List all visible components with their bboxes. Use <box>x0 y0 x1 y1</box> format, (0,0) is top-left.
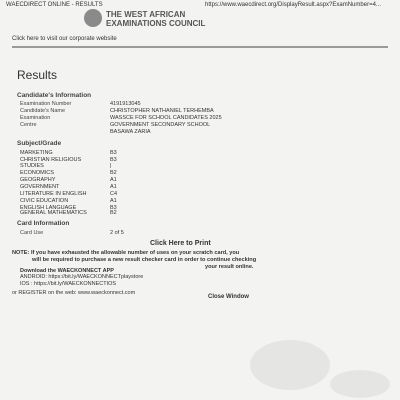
corporate-website-link[interactable]: Click here to visit our corporate website <box>12 36 117 42</box>
download-heading: Download the WAECKONNECT APP <box>20 268 114 274</box>
value-candidate-name: CHRISTOPHER NATHANIEL TERHEMBA <box>110 108 214 114</box>
card-heading: Card Information <box>17 220 70 227</box>
label-centre: Centre <box>20 122 37 128</box>
register-web-link[interactable]: or REGISTER on the web: www.waeckonnect.com <box>12 290 136 296</box>
android-link[interactable]: ANDROID: https://bit.ly/WAECKONNECTplaystore <box>20 274 144 280</box>
subject-grade: C4 <box>110 191 118 197</box>
value-exam-number: 4191913045 <box>110 101 141 107</box>
note-line2: will be required to purchase a new result checker card in order to continue checking <box>32 257 257 263</box>
subject-grade: B3 <box>110 150 117 156</box>
waec-seal-icon <box>84 9 102 27</box>
subject-name: GEOGRAPHY <box>20 177 56 183</box>
label-exam-number: Examination Number <box>20 101 72 107</box>
subject-name: LITERATURE IN ENGLISH <box>20 191 87 197</box>
page-title: Results <box>17 68 58 82</box>
logo-line1: THE WEST AFRICAN <box>106 10 186 19</box>
subject-name: GENERAL MATHEMATICS <box>20 210 87 216</box>
value-centre-line2: BASAWA ZARIA <box>110 129 151 135</box>
subject-grade: B2 <box>110 170 117 176</box>
header-divider <box>12 46 388 48</box>
value-centre: GOVERNMENT SECONDARY SCHOOL <box>110 122 211 128</box>
subject-name: ECONOMICS <box>20 170 54 176</box>
ios-link[interactable]: IOS : https://bit.ly/WAECKONNECTIOS <box>20 281 117 287</box>
note-line1: NOTE: If you have exhausted the allowable number of uses on your scratch card, you <box>12 250 240 256</box>
subjects-heading: Subject/Grade <box>17 140 62 147</box>
logo-text <box>106 10 205 28</box>
subject-grade: A1 <box>110 184 117 190</box>
subject-name: GOVERNMENT <box>20 184 60 190</box>
candidate-heading: Candidate's Information <box>17 92 92 99</box>
note-line3: your result online. <box>205 264 254 270</box>
scan-smudge <box>330 370 390 398</box>
subject-name: ENGLISH LANGUAGE <box>20 205 77 211</box>
subject-grade: B3 <box>110 205 117 211</box>
subject-grade: A1 <box>110 198 117 204</box>
print-header-url: https://www.waecdirect.org/DisplayResult.aspx?ExamNumber=4... <box>205 2 381 8</box>
subject-name: MARKETING <box>20 150 53 156</box>
subject-name: CIVIC EDUCATION <box>20 198 69 204</box>
grade-separator: | <box>110 163 112 169</box>
label-candidate-name: Candidate's Name <box>20 108 66 114</box>
value-examination: WASSCE FOR SCHOOL CANDIDATES 2025 <box>110 115 222 121</box>
subject-grade: A1 <box>110 177 117 183</box>
label-card-use: Card Use <box>20 230 44 236</box>
close-window-button[interactable]: Close Window <box>208 294 249 300</box>
label-examination: Examination <box>20 115 51 121</box>
subject-grade: B2 <box>110 210 117 216</box>
print-link[interactable]: Click Here to Print <box>150 240 211 247</box>
value-card-use: 2 of 5 <box>110 230 124 236</box>
logo-line2: EXAMINATIONS COUNCIL <box>106 19 206 28</box>
scan-smudge <box>250 340 330 390</box>
print-header-title: WAECDIRECT ONLINE - RESULTS <box>6 2 103 8</box>
waec-logo <box>84 6 206 30</box>
subject-name: CHRISTIAN RELIGIOUS <box>20 157 82 163</box>
subject-grade: B3 <box>110 157 117 163</box>
subject-name-line2: STUDIES <box>20 163 44 169</box>
